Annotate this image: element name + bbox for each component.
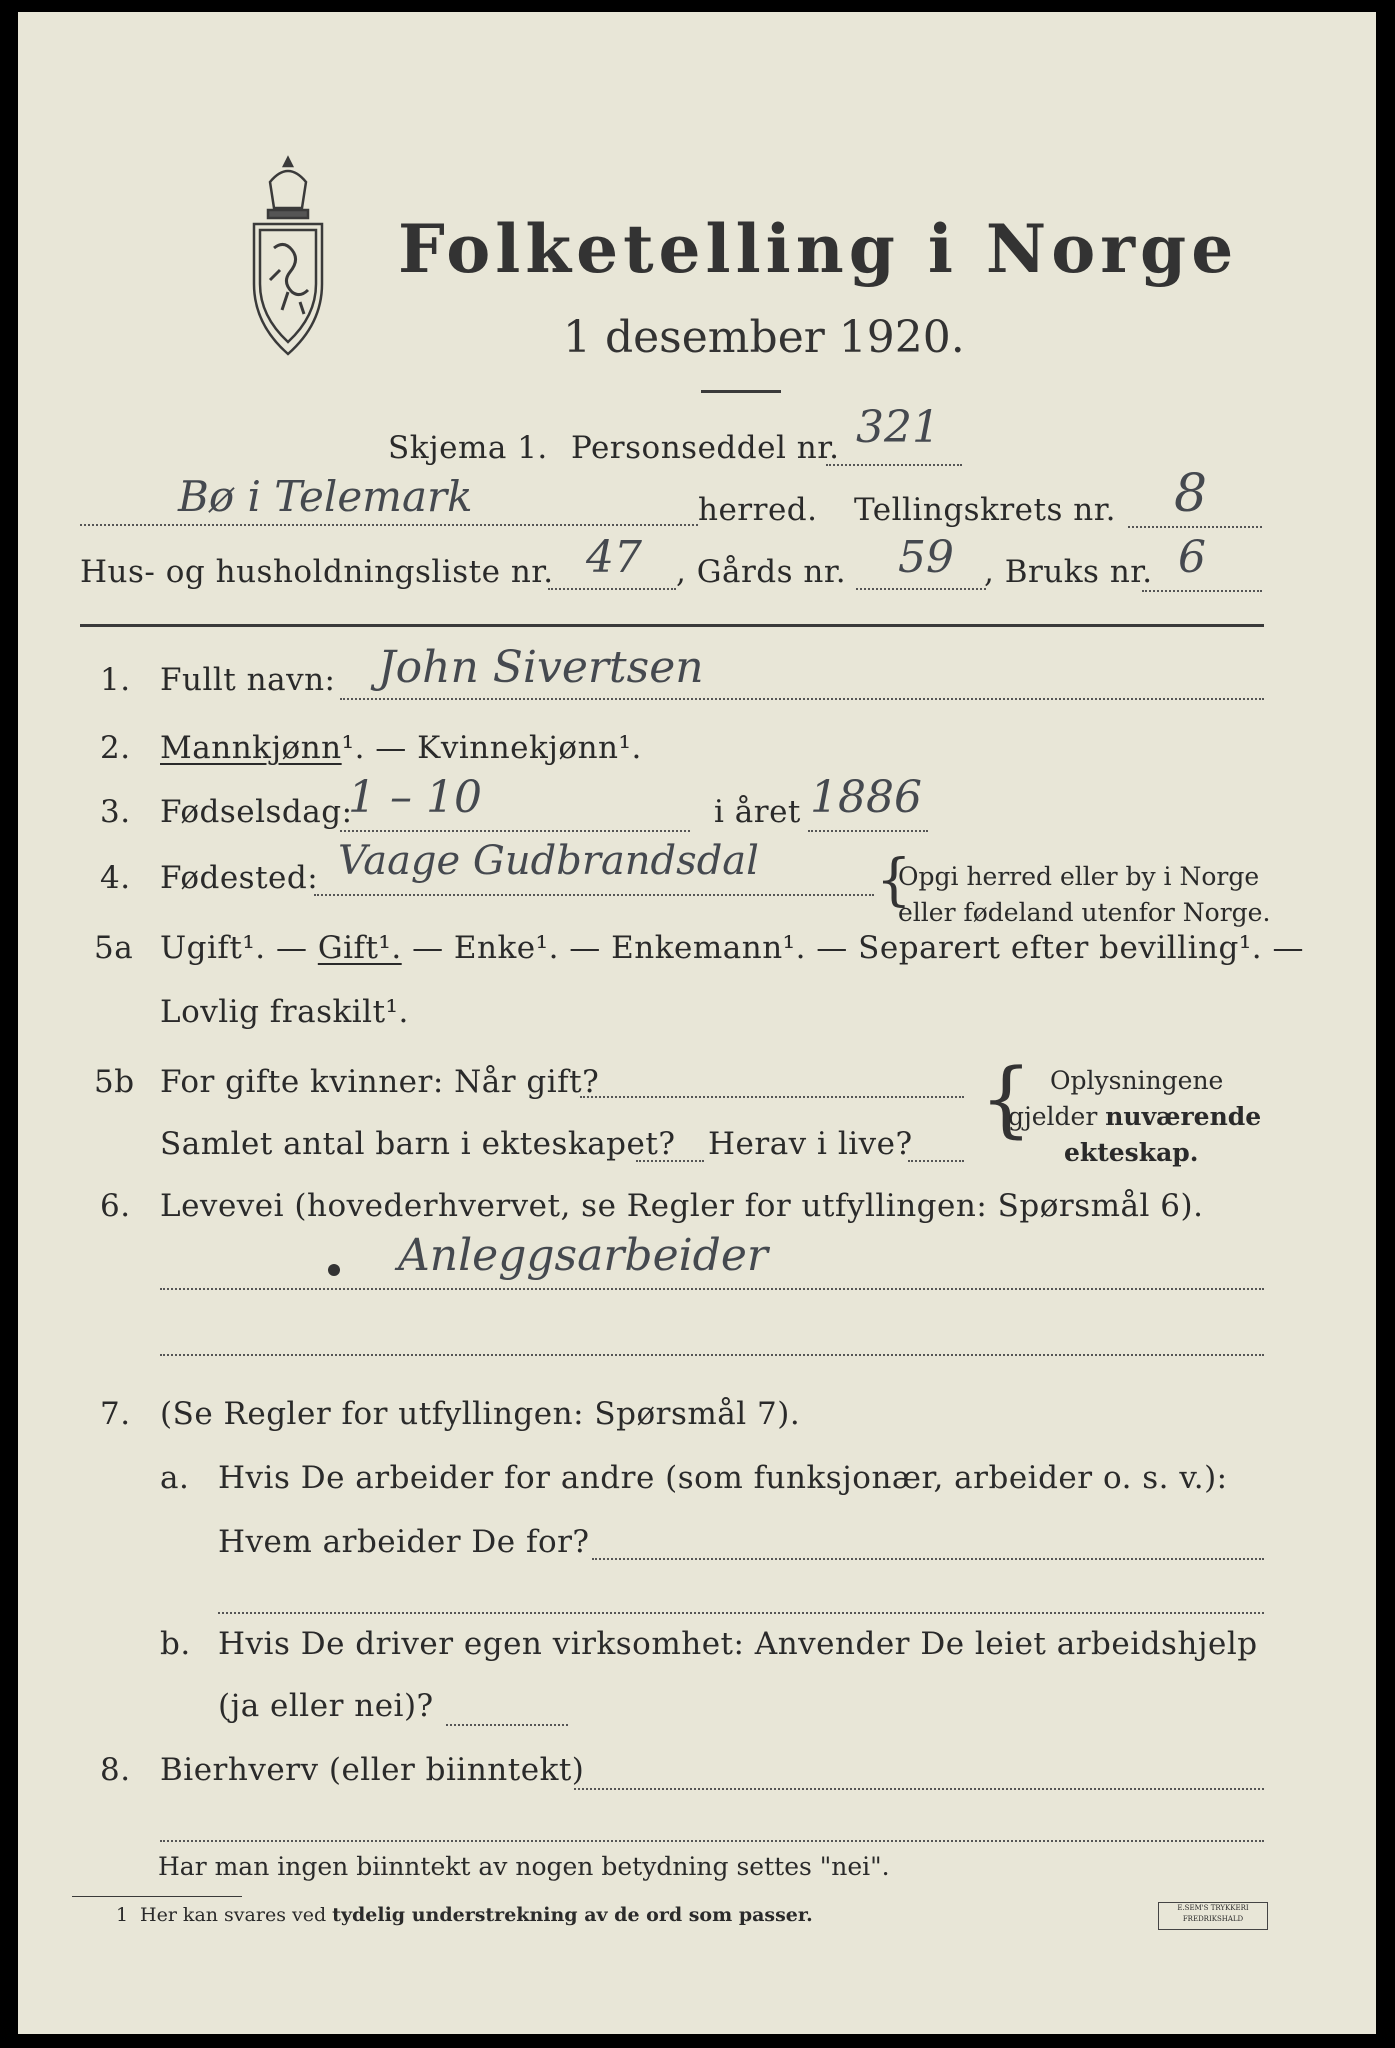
q4-note-line2: eller fødeland utenfor Norge. xyxy=(898,898,1271,927)
norwegian-coat-of-arms-icon xyxy=(240,152,336,362)
q5b-children-label: Samlet antal barn i ekteskapet? xyxy=(160,1126,676,1162)
q8-label: Bierhverv (eller biinntekt) xyxy=(160,1752,585,1788)
q7a-field-line2 xyxy=(218,1612,1264,1614)
q7a-line1: Hvis De arbeider for andre (som funksjonær, arbeider o. s. v.): xyxy=(218,1460,1228,1496)
personseddel-label: Personseddel nr. xyxy=(571,430,840,466)
q5b-alive-label: Herav i live? xyxy=(708,1126,913,1162)
kvinnekjonn-option[interactable]: Kvinnekjønn¹. xyxy=(417,730,642,766)
hus-value[interactable]: 47 xyxy=(586,532,642,583)
tellingskrets-label: Tellingskrets nr. xyxy=(854,492,1116,528)
q7-label: (Se Regler for utfyllingen: Spørsmål 7). xyxy=(160,1396,801,1432)
q4-number: 4. xyxy=(100,860,131,896)
q4-birthplace-value[interactable]: Vaage Gudbrandsdal xyxy=(338,838,759,884)
q6-occupation-value[interactable]: Anleggsarbeider xyxy=(398,1230,768,1281)
q3-day-field-line xyxy=(340,830,690,832)
hus-label: Hus- og husholdningsliste nr. xyxy=(80,554,554,590)
gards-field-line xyxy=(856,588,986,590)
q2-separator: ¹. — xyxy=(341,730,407,766)
q3-year-value[interactable]: 1886 xyxy=(810,772,922,823)
mannkjonn-option[interactable]: Mannkjønn xyxy=(160,730,342,766)
ink-blot xyxy=(328,1264,340,1276)
q7b-field-line xyxy=(446,1724,568,1726)
q5b-note-line3: ekteskap. xyxy=(1064,1138,1199,1167)
footnote-text: Her kan svares ved tydelig understrekning av de ord som passer. xyxy=(140,1904,813,1926)
q5b-note-line2: gjelder nuværende xyxy=(1008,1102,1262,1131)
q3-birthday-value[interactable]: 1 – 10 xyxy=(348,772,482,823)
q6-field-line1 xyxy=(160,1288,1264,1290)
tellingskrets-value[interactable]: 8 xyxy=(1174,464,1208,524)
herred-label: herred. xyxy=(698,492,818,528)
q1-number: 1. xyxy=(100,662,131,698)
q5b-line1: For gifte kvinner: Når gift? xyxy=(160,1064,600,1100)
bruks-value[interactable]: 6 xyxy=(1178,532,1206,583)
q5b-number: 5b xyxy=(94,1064,135,1100)
q7b-line2: (ja eller nei)? xyxy=(218,1688,434,1724)
q7b-number: b. xyxy=(160,1626,191,1662)
ugift-option[interactable]: Ugift¹. — xyxy=(160,930,308,966)
q3-year-label: i året xyxy=(714,794,801,830)
q6-number: 6. xyxy=(100,1188,131,1224)
herred-value[interactable]: Bø i Telemark xyxy=(178,472,473,521)
q8-number: 8. xyxy=(100,1752,131,1788)
q5a-other-options[interactable]: — Enke¹. — Enkemann¹. — Separert efter bevilling¹. — xyxy=(412,930,1304,966)
q7a-line2: Hvem arbeider De for? xyxy=(218,1524,590,1560)
q5b-alive-field-line xyxy=(908,1160,964,1162)
q3-year-field-line xyxy=(808,830,928,832)
footer-note: Har man ingen biinntekt av nogen betydning settes "nei". xyxy=(158,1852,890,1881)
q4-field-line xyxy=(314,894,874,896)
q6-label: Levevei (hovederhvervet, se Regler for utfyllingen: Spørsmål 6). xyxy=(160,1188,1204,1224)
census-form-sheet xyxy=(18,12,1376,2034)
q5b-married-field-line xyxy=(580,1096,964,1098)
footnote-divider xyxy=(72,1896,242,1897)
q4-label: Fødested: xyxy=(160,860,319,896)
q6-field-line2 xyxy=(160,1354,1264,1356)
q8-field-line1 xyxy=(574,1788,1264,1790)
gards-label: , Gårds nr. xyxy=(676,554,847,590)
form-date: 1 desember 1920. xyxy=(563,312,965,363)
q5a-number: 5a xyxy=(94,930,134,966)
q7a-field-line1 xyxy=(592,1558,1264,1560)
printer-stamp: E.SEM'S TRYKKERI FREDRIKSHALD xyxy=(1158,1902,1268,1930)
q3-label: Fødselsdag: xyxy=(160,794,353,830)
bruks-label: , Bruks nr. xyxy=(984,554,1153,590)
gards-value[interactable]: 59 xyxy=(898,532,954,583)
bruks-field-line xyxy=(1142,590,1262,592)
q1-field-line xyxy=(340,698,1264,700)
q2-number: 2. xyxy=(100,730,131,766)
lovlig-fraskilt-option[interactable]: Lovlig fraskilt¹. xyxy=(160,994,409,1030)
q4-brace: { xyxy=(876,848,912,913)
title-divider xyxy=(701,390,781,393)
herred-field-line xyxy=(80,524,698,526)
q5b-children-field-line xyxy=(636,1160,704,1162)
gift-option[interactable]: Gift¹. xyxy=(317,930,402,966)
form-title: Folketelling i Norge xyxy=(398,210,1239,288)
q7a-number: a. xyxy=(160,1460,190,1496)
personseddel-field-line xyxy=(826,464,962,466)
q5a-line xyxy=(160,930,1304,966)
tellingskrets-field-line xyxy=(1128,526,1262,528)
q7b-line1: Hvis De driver egen virksomhet: Anvender De leiet arbeidshjelp xyxy=(218,1626,1258,1662)
footnote-marker: 1 xyxy=(116,1904,129,1926)
q5b-note-line1: Oplysningene xyxy=(1050,1066,1224,1095)
q1-label: Fullt navn: xyxy=(160,662,336,698)
q8-field-line2 xyxy=(160,1840,1264,1842)
q7-number: 7. xyxy=(100,1396,131,1432)
q5b-brace: { xyxy=(980,1052,1033,1147)
skjema-label: Skjema 1. xyxy=(388,430,548,466)
q2-line xyxy=(160,730,642,766)
q1-full-name-value[interactable]: John Sivertsen xyxy=(378,642,704,693)
personseddel-value[interactable]: 321 xyxy=(856,402,940,453)
header-divider xyxy=(80,624,1264,627)
hus-field-line xyxy=(548,588,676,590)
q3-number: 3. xyxy=(100,794,131,830)
q4-note-line1: Opgi herred eller by i Norge xyxy=(898,862,1260,891)
